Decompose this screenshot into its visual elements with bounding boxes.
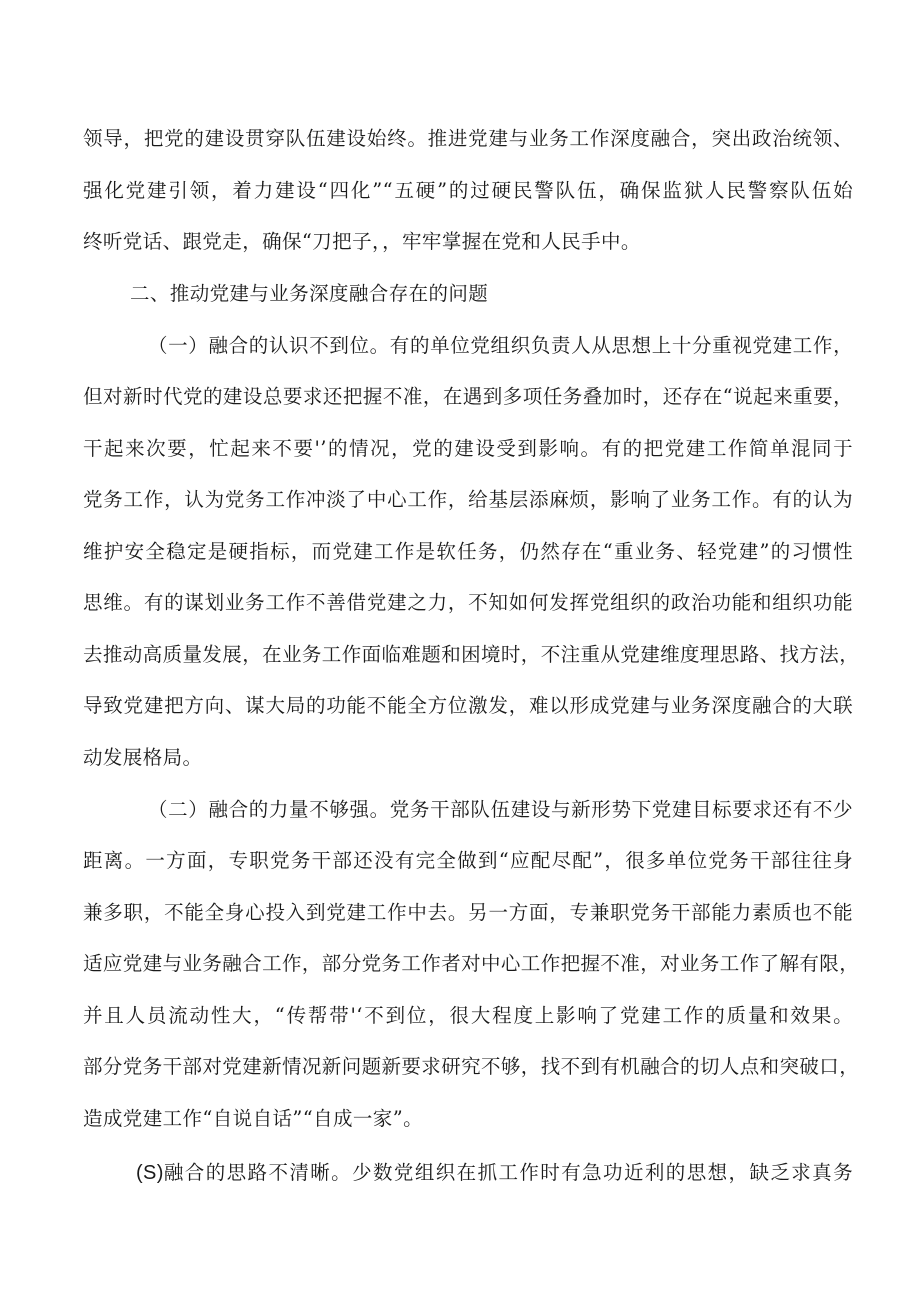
text-line: 强化党建引领，着力建设“四化”“五硬”的过硬民警队伍，确保监狱人民警察队伍始 [83,179,853,202]
text-line: 并且人员流动性大，“传帮带'‘不到位，很大程度上影响了党建工作的质量和效果。 [83,1004,853,1027]
text-line: 干起来次要，忙起来不要'’的情况，党的建设受到影响。有的把党建工作简单混同于 [83,437,853,460]
text-line: 终听党话、跟党走，确保“刀把子，，牢牢掌握在党和人民手中。 [83,230,641,253]
text-line: 思维。有的谋划业务工作不善借党建之力，不知如何发挥党组织的政治功能和组织功能 [83,591,853,614]
text-line [136,1160,853,1186]
text-line: 党务工作，认为党务工作冲淡了中心工作，给基层添麻烦，影响了业务工作。有的认为 [83,488,853,511]
text-line: （二）融合的力量不够强。党务干部队伍建设与新形势下党建目标要求还有不少 [148,798,853,821]
text-line: 兼多职，不能全身心投入到党建工作中去。另一方面，专兼职党务干部能力素质也不能 [83,901,853,924]
text-line: （一）融合的认识不到位。有的单位党组织负责人从思想上十分重视党建工作， [148,334,853,357]
text-line: 去推动高质量发展，在业务工作面临难题和困境时，不注重从党建维度理思路、找方法， [83,643,860,666]
text-line: 动发展格局。 [83,746,203,769]
paragraph-marker: (S) [136,1162,164,1184]
text-line: 部分党务干部对党建新情况新问题新要求研究不够，找不到有机融合的切人点和突破口， [83,1055,860,1078]
text-line: 但对新时代党的建设总要求还把握不准，在遇到多项任务叠加时，还存在“说起来重要， [83,385,853,408]
text-line: 领导，把党的建设贯穿队伍建设始终。推进党建与业务工作深度融合，突出政治统领、 [83,127,853,150]
text-line-body: 融合的思路不清晰。少数党组织在抓工作时有急功近利的思想，缺乏求真务 [163,1161,853,1184]
section-heading: 二、推动党建与业务深度融合存在的问题 [130,282,489,305]
text-line: 维护安全稳定是硬指标，而党建工作是软任务，仍然存在“重业务、轻党建”的习惯性 [83,540,853,563]
text-line: 导致党建把方向、谋大局的功能不能全方位激发，难以形成党建与业务深度融合的大联 [83,694,853,717]
text-line: 造成党建工作“自说自话”“自成一家”。 [83,1107,423,1130]
text-line: 适应党建与业务融合工作，部分党务工作者对中心工作把握不准，对业务工作了解有限， [83,952,860,975]
text-line: 距离。一方面，专职党务干部还没有完全做到“应配尽配”，很多单位党务干部往往身 [83,849,853,872]
